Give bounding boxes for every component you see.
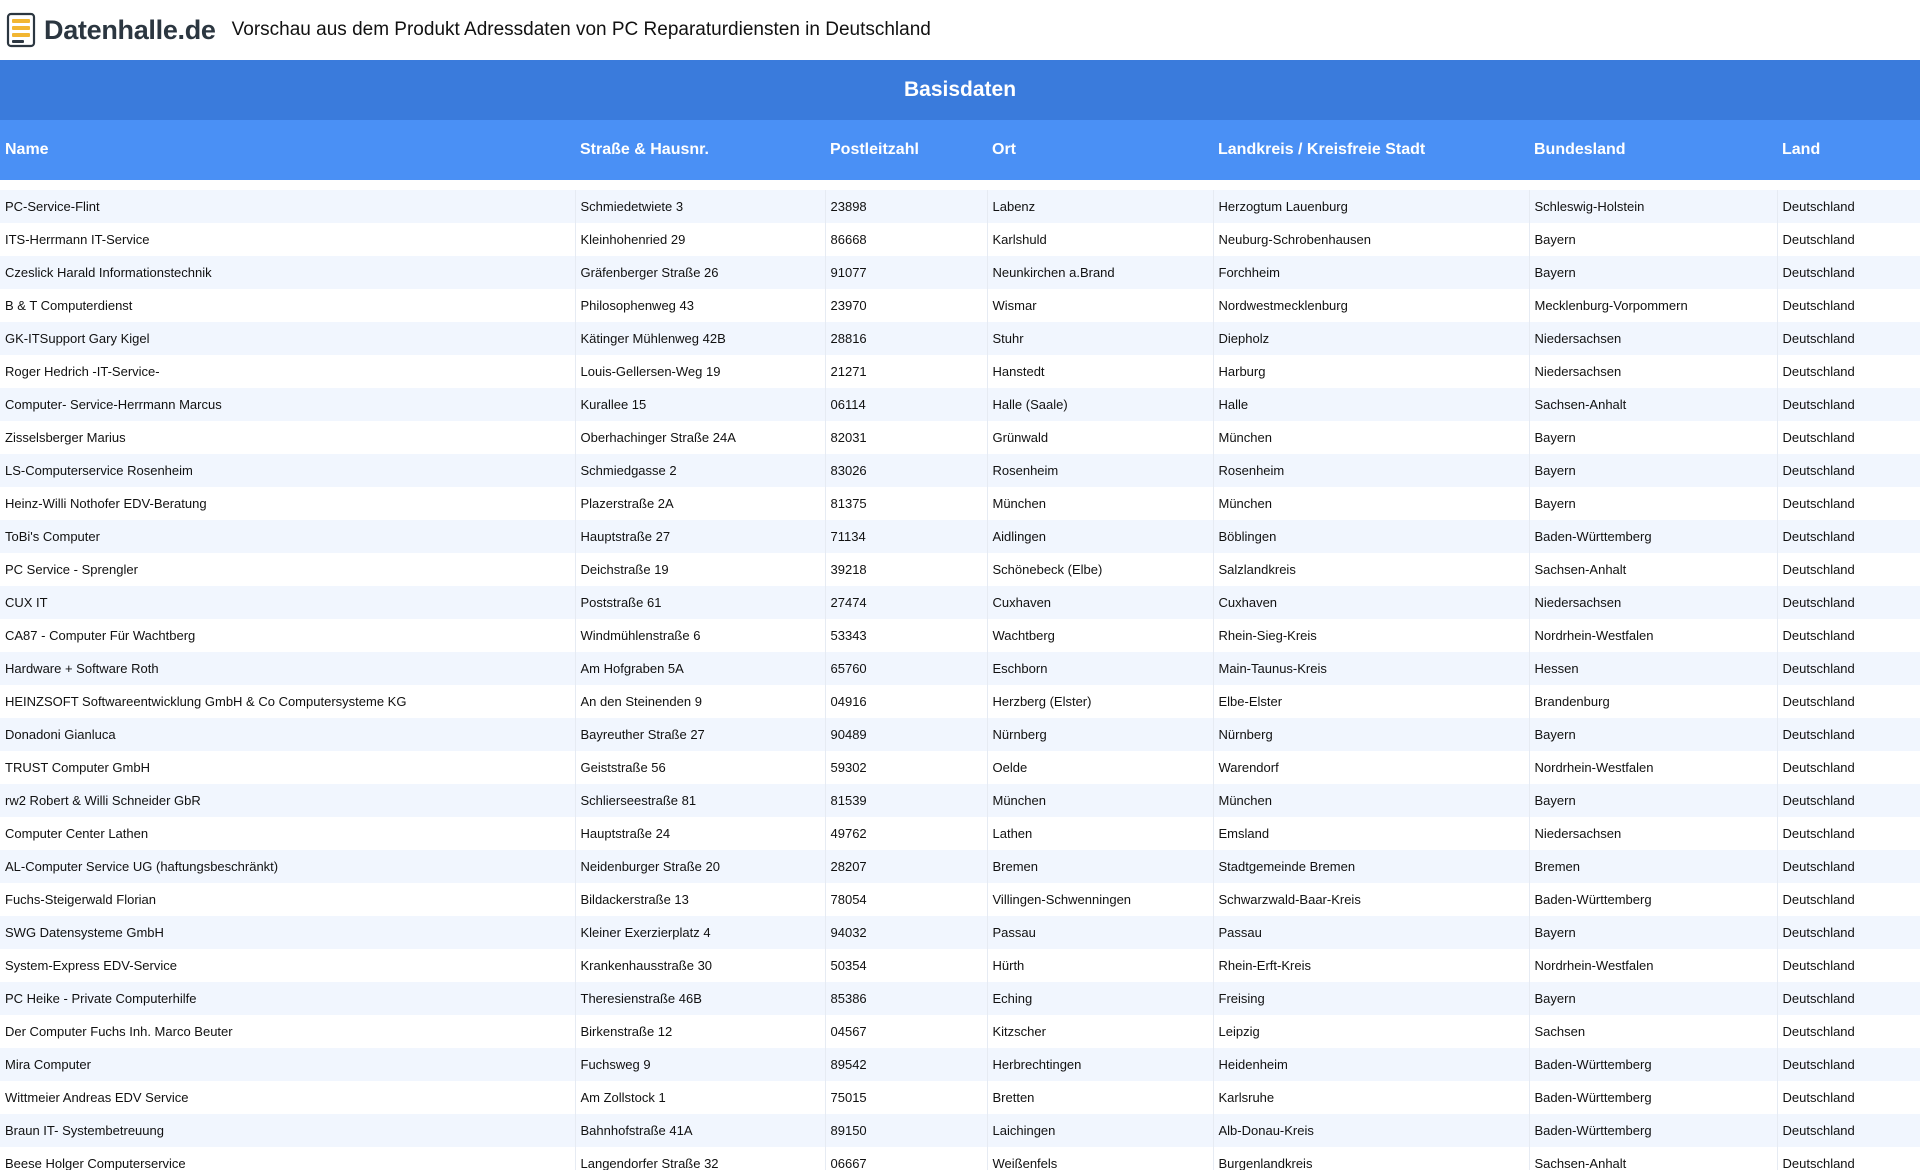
cell-name: HEINZSOFT Softwareentwicklung GmbH & Co Computersysteme KG bbox=[0, 685, 575, 718]
cell-city: Lathen bbox=[987, 817, 1213, 850]
table-row bbox=[0, 1015, 1920, 1048]
cell-street: Poststraße 61 bbox=[575, 586, 825, 619]
cell-state: Sachsen-Anhalt bbox=[1529, 388, 1777, 421]
table-body bbox=[0, 180, 1920, 1170]
cell-state: Bayern bbox=[1529, 256, 1777, 289]
cell-country: Deutschland bbox=[1777, 883, 1920, 916]
cell-street: Kleinhohenried 29 bbox=[575, 223, 825, 256]
table-row bbox=[0, 652, 1920, 685]
cell-district: München bbox=[1213, 784, 1529, 817]
logo-text: Datenhalle.de bbox=[44, 14, 216, 45]
cell-country: Deutschland bbox=[1777, 1081, 1920, 1114]
cell-city: Bretten bbox=[987, 1081, 1213, 1114]
cell-district: Rhein-Sieg-Kreis bbox=[1213, 619, 1529, 652]
cell-country: Deutschland bbox=[1777, 388, 1920, 421]
cell-state: Bremen bbox=[1529, 850, 1777, 883]
cell-postcode: 81539 bbox=[825, 784, 987, 817]
cell-state: Hessen bbox=[1529, 652, 1777, 685]
table-row bbox=[0, 817, 1920, 850]
section-header-row bbox=[0, 60, 1920, 120]
cell-district: Harburg bbox=[1213, 355, 1529, 388]
cell-city: Karlshuld bbox=[987, 223, 1213, 256]
cell-district: Freising bbox=[1213, 982, 1529, 1015]
cell-street: Philosophenweg 43 bbox=[575, 289, 825, 322]
cell-state: Bayern bbox=[1529, 421, 1777, 454]
cell-district: Schwarzwald-Baar-Kreis bbox=[1213, 883, 1529, 916]
cell-country: Deutschland bbox=[1777, 619, 1920, 652]
cell-city: Eschborn bbox=[987, 652, 1213, 685]
cell-district: Alb-Donau-Kreis bbox=[1213, 1114, 1529, 1147]
cell-street: Schmiedgasse 2 bbox=[575, 454, 825, 487]
cell-state: Schleswig-Holstein bbox=[1529, 190, 1777, 223]
cell-state: Sachsen-Anhalt bbox=[1529, 553, 1777, 586]
cell-street: An den Steinenden 9 bbox=[575, 685, 825, 718]
cell-state: Baden-Württemberg bbox=[1529, 1081, 1777, 1114]
cell-postcode: 86668 bbox=[825, 223, 987, 256]
cell-city: Aidlingen bbox=[987, 520, 1213, 553]
database-icon bbox=[6, 12, 38, 48]
top-bar bbox=[0, 0, 1920, 60]
cell-city: München bbox=[987, 487, 1213, 520]
cell-district: Karlsruhe bbox=[1213, 1081, 1529, 1114]
table-row bbox=[0, 256, 1920, 289]
cell-state: Nordrhein-Westfalen bbox=[1529, 949, 1777, 982]
table-row bbox=[0, 916, 1920, 949]
cell-city: Passau bbox=[987, 916, 1213, 949]
cell-name: Computer Center Lathen bbox=[0, 817, 575, 850]
cell-name: Czeslick Harald Informationstechnik bbox=[0, 256, 575, 289]
cell-street: Deichstraße 19 bbox=[575, 553, 825, 586]
cell-city: Rosenheim bbox=[987, 454, 1213, 487]
cell-name: PC Service - Sprengler bbox=[0, 553, 575, 586]
cell-name: Fuchs-Steigerwald Florian bbox=[0, 883, 575, 916]
cell-district: Diepholz bbox=[1213, 322, 1529, 355]
cell-name: Der Computer Fuchs Inh. Marco Beuter bbox=[0, 1015, 575, 1048]
cell-postcode: 83026 bbox=[825, 454, 987, 487]
cell-street: Kleiner Exerzierplatz 4 bbox=[575, 916, 825, 949]
cell-street: Hauptstraße 27 bbox=[575, 520, 825, 553]
cell-name: Beese Holger Computerservice bbox=[0, 1147, 575, 1170]
cell-district: München bbox=[1213, 487, 1529, 520]
cell-state: Baden-Württemberg bbox=[1529, 1048, 1777, 1081]
table-row bbox=[0, 949, 1920, 982]
cell-postcode: 28816 bbox=[825, 322, 987, 355]
cell-country: Deutschland bbox=[1777, 982, 1920, 1015]
cell-name: Hardware + Software Roth bbox=[0, 652, 575, 685]
table-row bbox=[0, 1147, 1920, 1170]
cell-country: Deutschland bbox=[1777, 1114, 1920, 1147]
cell-postcode: 94032 bbox=[825, 916, 987, 949]
cell-district: Rhein-Erft-Kreis bbox=[1213, 949, 1529, 982]
cell-name: AL-Computer Service UG (haftungsbeschränkt) bbox=[0, 850, 575, 883]
cell-district: Main-Taunus-Kreis bbox=[1213, 652, 1529, 685]
cell-postcode: 27474 bbox=[825, 586, 987, 619]
cell-state: Nordrhein-Westfalen bbox=[1529, 619, 1777, 652]
cell-street: Kätinger Mühlenweg 42B bbox=[575, 322, 825, 355]
cell-postcode: 59302 bbox=[825, 751, 987, 784]
cell-name: Heinz-Willi Nothofer EDV-Beratung bbox=[0, 487, 575, 520]
cell-country: Deutschland bbox=[1777, 421, 1920, 454]
cell-city: Cuxhaven bbox=[987, 586, 1213, 619]
cell-city: Kitzscher bbox=[987, 1015, 1213, 1048]
cell-street: Krankenhausstraße 30 bbox=[575, 949, 825, 982]
cell-name: rw2 Robert & Willi Schneider GbR bbox=[0, 784, 575, 817]
cell-country: Deutschland bbox=[1777, 1147, 1920, 1170]
cell-name: B & T Computerdienst bbox=[0, 289, 575, 322]
table-row bbox=[0, 850, 1920, 883]
cell-postcode: 65760 bbox=[825, 652, 987, 685]
cell-country: Deutschland bbox=[1777, 487, 1920, 520]
cell-country: Deutschland bbox=[1777, 586, 1920, 619]
cell-city: Villingen-Schwenningen bbox=[987, 883, 1213, 916]
cell-state: Bayern bbox=[1529, 223, 1777, 256]
cell-postcode: 04916 bbox=[825, 685, 987, 718]
cell-city: Neunkirchen a.Brand bbox=[987, 256, 1213, 289]
cell-country: Deutschland bbox=[1777, 190, 1920, 223]
cell-postcode: 71134 bbox=[825, 520, 987, 553]
cell-street: Am Zollstock 1 bbox=[575, 1081, 825, 1114]
page-title: Vorschau aus dem Produkt Adressdaten von PC Reparaturdiensten in Deutschland bbox=[231, 19, 931, 40]
cell-country: Deutschland bbox=[1777, 685, 1920, 718]
cell-country: Deutschland bbox=[1777, 454, 1920, 487]
cell-country: Deutschland bbox=[1777, 256, 1920, 289]
cell-postcode: 89150 bbox=[825, 1114, 987, 1147]
cell-street: Geiststraße 56 bbox=[575, 751, 825, 784]
cell-city: Oelde bbox=[987, 751, 1213, 784]
cell-name: Mira Computer bbox=[0, 1048, 575, 1081]
cell-city: Grünwald bbox=[987, 421, 1213, 454]
cell-state: Bayern bbox=[1529, 982, 1777, 1015]
cell-country: Deutschland bbox=[1777, 949, 1920, 982]
cell-postcode: 78054 bbox=[825, 883, 987, 916]
cell-street: Plazerstraße 2A bbox=[575, 487, 825, 520]
cell-street: Langendorfer Straße 32 bbox=[575, 1147, 825, 1170]
cell-city: Stuhr bbox=[987, 322, 1213, 355]
cell-postcode: 85386 bbox=[825, 982, 987, 1015]
cell-street: Windmühlenstraße 6 bbox=[575, 619, 825, 652]
cell-postcode: 04567 bbox=[825, 1015, 987, 1048]
cell-state: Baden-Württemberg bbox=[1529, 520, 1777, 553]
table-row bbox=[0, 322, 1920, 355]
cell-district: Herzogtum Lauenburg bbox=[1213, 190, 1529, 223]
cell-city: Eching bbox=[987, 982, 1213, 1015]
cell-country: Deutschland bbox=[1777, 751, 1920, 784]
table-row bbox=[0, 685, 1920, 718]
table-row bbox=[0, 553, 1920, 586]
cell-name: Computer- Service-Herrmann Marcus bbox=[0, 388, 575, 421]
cell-state: Sachsen bbox=[1529, 1015, 1777, 1048]
cell-street: Bildackerstraße 13 bbox=[575, 883, 825, 916]
cell-city: Schönebeck (Elbe) bbox=[987, 553, 1213, 586]
cell-district: Emsland bbox=[1213, 817, 1529, 850]
cell-country: Deutschland bbox=[1777, 916, 1920, 949]
table-row bbox=[0, 487, 1920, 520]
cell-postcode: 49762 bbox=[825, 817, 987, 850]
cell-city: Weißenfels bbox=[987, 1147, 1213, 1170]
cell-street: Gräfenberger Straße 26 bbox=[575, 256, 825, 289]
cell-street: Louis-Gellersen-Weg 19 bbox=[575, 355, 825, 388]
cell-state: Baden-Württemberg bbox=[1529, 883, 1777, 916]
table-row bbox=[0, 454, 1920, 487]
cell-city: Hanstedt bbox=[987, 355, 1213, 388]
cell-postcode: 75015 bbox=[825, 1081, 987, 1114]
cell-district: Neuburg-Schrobenhausen bbox=[1213, 223, 1529, 256]
cell-name: Roger Hedrich -IT-Service- bbox=[0, 355, 575, 388]
cell-name: PC-Service-Flint bbox=[0, 190, 575, 223]
cell-country: Deutschland bbox=[1777, 1015, 1920, 1048]
cell-postcode: 82031 bbox=[825, 421, 987, 454]
cell-name: Donadoni Gianluca bbox=[0, 718, 575, 751]
cell-name: CA87 - Computer Für Wachtberg bbox=[0, 619, 575, 652]
cell-country: Deutschland bbox=[1777, 718, 1920, 751]
cell-district: München bbox=[1213, 421, 1529, 454]
cell-country: Deutschland bbox=[1777, 223, 1920, 256]
cell-city: Wachtberg bbox=[987, 619, 1213, 652]
cell-name: Braun IT- Systembetreuung bbox=[0, 1114, 575, 1147]
table-row bbox=[0, 355, 1920, 388]
cell-city: Herzberg (Elster) bbox=[987, 685, 1213, 718]
cell-postcode: 90489 bbox=[825, 718, 987, 751]
cell-city: Halle (Saale) bbox=[987, 388, 1213, 421]
cell-postcode: 89542 bbox=[825, 1048, 987, 1081]
column-header-district[interactable]: Landkreis / Kreisfreie Stadt bbox=[1213, 120, 1529, 180]
cell-street: Kurallee 15 bbox=[575, 388, 825, 421]
table-row bbox=[0, 388, 1920, 421]
cell-street: Neidenburger Straße 20 bbox=[575, 850, 825, 883]
cell-name: System-Express EDV-Service bbox=[0, 949, 575, 982]
cell-state: Niedersachsen bbox=[1529, 586, 1777, 619]
cell-street: Fuchsweg 9 bbox=[575, 1048, 825, 1081]
cell-postcode: 06667 bbox=[825, 1147, 987, 1170]
cell-city: München bbox=[987, 784, 1213, 817]
cell-postcode: 91077 bbox=[825, 256, 987, 289]
cell-city: Bremen bbox=[987, 850, 1213, 883]
cell-name: Zisselsberger Marius bbox=[0, 421, 575, 454]
table-row bbox=[0, 1081, 1920, 1114]
cell-country: Deutschland bbox=[1777, 355, 1920, 388]
cell-district: Stadtgemeinde Bremen bbox=[1213, 850, 1529, 883]
cell-street: Bahnhofstraße 41A bbox=[575, 1114, 825, 1147]
cell-postcode: 50354 bbox=[825, 949, 987, 982]
cell-postcode: 23970 bbox=[825, 289, 987, 322]
cell-district: Elbe-Elster bbox=[1213, 685, 1529, 718]
cell-city: Labenz bbox=[987, 190, 1213, 223]
cell-postcode: 28207 bbox=[825, 850, 987, 883]
table-row bbox=[0, 223, 1920, 256]
cell-district: Leipzig bbox=[1213, 1015, 1529, 1048]
logo[interactable] bbox=[6, 0, 216, 60]
cell-city: Hürth bbox=[987, 949, 1213, 982]
cell-street: Hauptstraße 24 bbox=[575, 817, 825, 850]
cell-postcode: 23898 bbox=[825, 190, 987, 223]
cell-city: Herbrechtingen bbox=[987, 1048, 1213, 1081]
table-row bbox=[0, 520, 1920, 553]
cell-district: Passau bbox=[1213, 916, 1529, 949]
cell-state: Niedersachsen bbox=[1529, 355, 1777, 388]
address-table bbox=[0, 60, 1920, 1170]
table-row bbox=[0, 1114, 1920, 1147]
cell-city: Laichingen bbox=[987, 1114, 1213, 1147]
cell-district: Rosenheim bbox=[1213, 454, 1529, 487]
cell-name: ToBi's Computer bbox=[0, 520, 575, 553]
cell-district: Warendorf bbox=[1213, 751, 1529, 784]
cell-district: Nordwestmecklenburg bbox=[1213, 289, 1529, 322]
table-spacer-cell bbox=[0, 180, 1920, 190]
column-header-state[interactable]: Bundesland bbox=[1529, 120, 1777, 180]
column-header-street[interactable]: Straße & Hausnr. bbox=[575, 120, 825, 180]
table-row bbox=[0, 718, 1920, 751]
cell-city: Nürnberg bbox=[987, 718, 1213, 751]
cell-postcode: 06114 bbox=[825, 388, 987, 421]
cell-name: ITS-Herrmann IT-Service bbox=[0, 223, 575, 256]
cell-district: Böblingen bbox=[1213, 520, 1529, 553]
cell-state: Niedersachsen bbox=[1529, 322, 1777, 355]
table-row bbox=[0, 190, 1920, 223]
cell-district: Burgenlandkreis bbox=[1213, 1147, 1529, 1170]
cell-country: Deutschland bbox=[1777, 289, 1920, 322]
table-row bbox=[0, 883, 1920, 916]
table-row bbox=[0, 982, 1920, 1015]
table-row bbox=[0, 421, 1920, 454]
cell-country: Deutschland bbox=[1777, 553, 1920, 586]
cell-postcode: 21271 bbox=[825, 355, 987, 388]
cell-state: Mecklenburg-Vorpommern bbox=[1529, 289, 1777, 322]
column-header-country[interactable]: Land bbox=[1777, 120, 1920, 180]
cell-postcode: 81375 bbox=[825, 487, 987, 520]
cell-district: Halle bbox=[1213, 388, 1529, 421]
cell-state: Brandenburg bbox=[1529, 685, 1777, 718]
cell-district: Salzlandkreis bbox=[1213, 553, 1529, 586]
cell-country: Deutschland bbox=[1777, 322, 1920, 355]
table-row bbox=[0, 1048, 1920, 1081]
cell-state: Bayern bbox=[1529, 454, 1777, 487]
cell-country: Deutschland bbox=[1777, 784, 1920, 817]
cell-street: Oberhachinger Straße 24A bbox=[575, 421, 825, 454]
cell-name: SWG Datensysteme GmbH bbox=[0, 916, 575, 949]
table-row bbox=[0, 619, 1920, 652]
cell-name: PC Heike - Private Computerhilfe bbox=[0, 982, 575, 1015]
cell-city: Wismar bbox=[987, 289, 1213, 322]
cell-state: Bayern bbox=[1529, 784, 1777, 817]
table-row bbox=[0, 784, 1920, 817]
data-table-container bbox=[0, 60, 1920, 1170]
cell-postcode: 53343 bbox=[825, 619, 987, 652]
cell-state: Bayern bbox=[1529, 916, 1777, 949]
cell-name: Wittmeier Andreas EDV Service bbox=[0, 1081, 575, 1114]
cell-street: Schlierseestraße 81 bbox=[575, 784, 825, 817]
cell-state: Bayern bbox=[1529, 718, 1777, 751]
cell-street: Theresienstraße 46B bbox=[575, 982, 825, 1015]
cell-name: LS-Computerservice Rosenheim bbox=[0, 454, 575, 487]
column-header-city[interactable]: Ort bbox=[987, 120, 1213, 180]
table-row bbox=[0, 586, 1920, 619]
cell-street: Am Hofgraben 5A bbox=[575, 652, 825, 685]
cell-name: GK-ITSupport Gary Kigel bbox=[0, 322, 575, 355]
cell-country: Deutschland bbox=[1777, 520, 1920, 553]
cell-state: Sachsen-Anhalt bbox=[1529, 1147, 1777, 1170]
cell-name: CUX IT bbox=[0, 586, 575, 619]
cell-district: Heidenheim bbox=[1213, 1048, 1529, 1081]
cell-district: Cuxhaven bbox=[1213, 586, 1529, 619]
column-header-name[interactable]: Name bbox=[0, 120, 575, 180]
table-row bbox=[0, 289, 1920, 322]
cell-state: Baden-Württemberg bbox=[1529, 1114, 1777, 1147]
table-row bbox=[0, 751, 1920, 784]
cell-state: Bayern bbox=[1529, 487, 1777, 520]
cell-country: Deutschland bbox=[1777, 1048, 1920, 1081]
cell-country: Deutschland bbox=[1777, 817, 1920, 850]
cell-country: Deutschland bbox=[1777, 652, 1920, 685]
cell-street: Schmiedetwiete 3 bbox=[575, 190, 825, 223]
cell-district: Nürnberg bbox=[1213, 718, 1529, 751]
column-header-postcode[interactable]: Postleitzahl bbox=[825, 120, 987, 180]
cell-district: Forchheim bbox=[1213, 256, 1529, 289]
section-title: Basisdaten bbox=[0, 60, 1920, 120]
cell-street: Bayreuther Straße 27 bbox=[575, 718, 825, 751]
cell-state: Nordrhein-Westfalen bbox=[1529, 751, 1777, 784]
cell-name: TRUST Computer GmbH bbox=[0, 751, 575, 784]
cell-street: Birkenstraße 12 bbox=[575, 1015, 825, 1048]
column-header-row bbox=[0, 120, 1920, 180]
cell-postcode: 39218 bbox=[825, 553, 987, 586]
cell-country: Deutschland bbox=[1777, 850, 1920, 883]
cell-state: Niedersachsen bbox=[1529, 817, 1777, 850]
table-spacer bbox=[0, 180, 1920, 190]
